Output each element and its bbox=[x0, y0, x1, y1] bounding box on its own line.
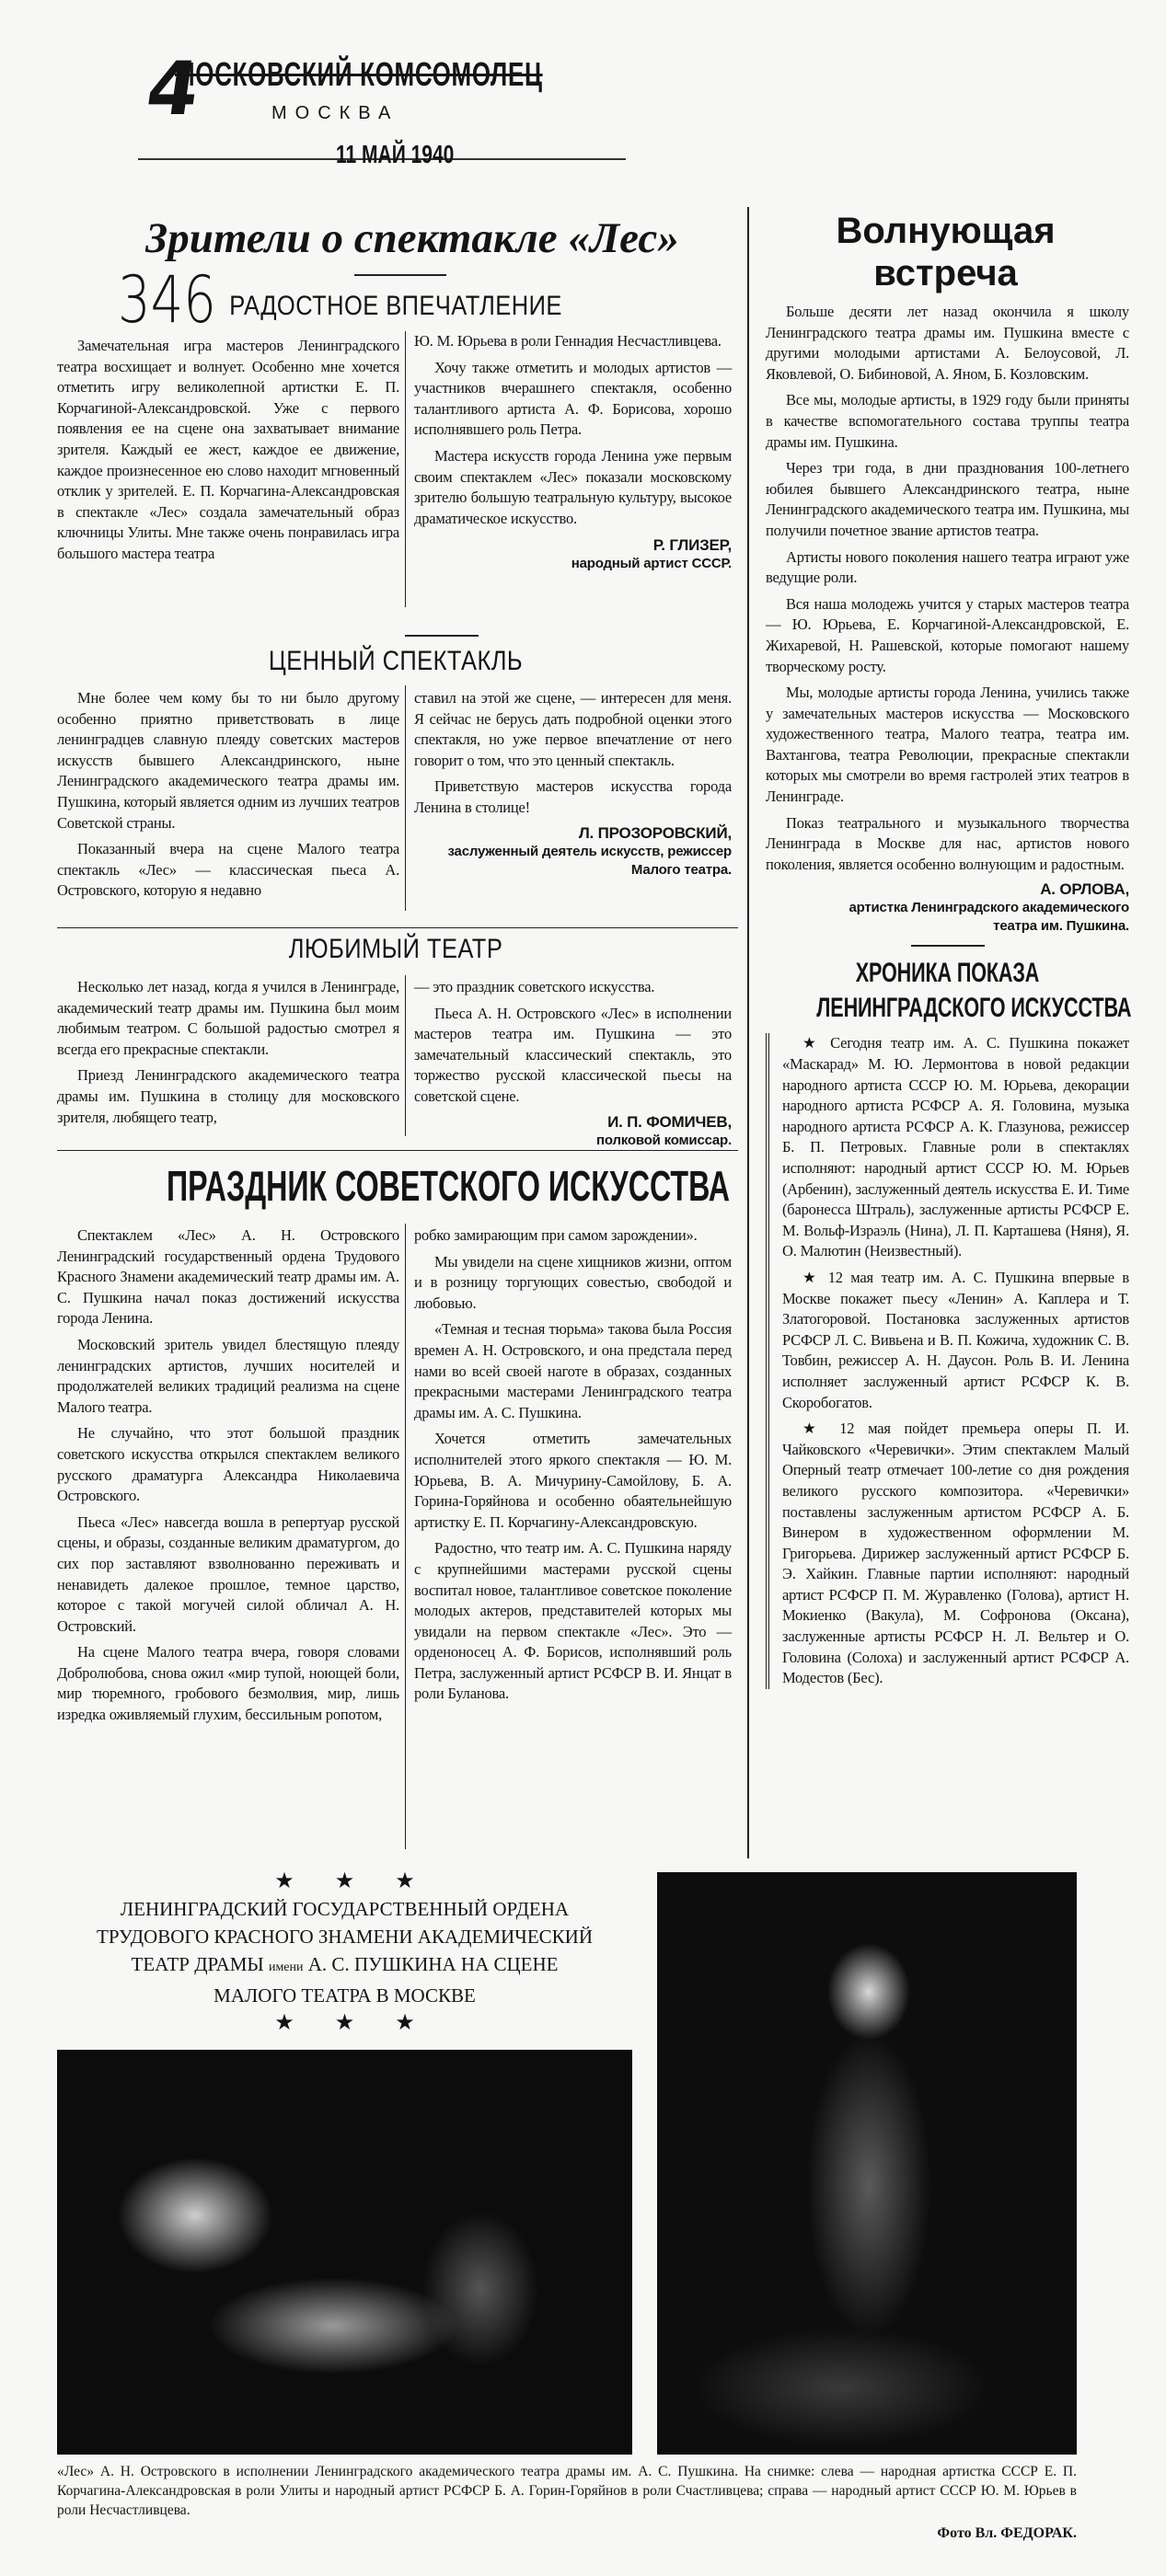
star-icon: ★ bbox=[274, 2011, 294, 2035]
lubimy-col1 bbox=[57, 977, 399, 1133]
author-name: Р. ГЛИЗЕР, bbox=[652, 536, 732, 555]
khronika-heading bbox=[816, 956, 1132, 1026]
prazdnik-paragraph: Не случайно, что этот большой праздник советского искусства открылся спектаклем великого русского драматурга Александра Николаевича Островского. bbox=[57, 1424, 399, 1505]
cenny-signature bbox=[414, 824, 732, 880]
photo-credit: Фото Вл. ФЕДОРАК. bbox=[937, 2525, 1077, 2541]
section-rule bbox=[57, 927, 738, 928]
column-divider bbox=[405, 1224, 406, 1849]
page-title: Зрители о спектакле «Лес» bbox=[145, 214, 679, 262]
heading-line: встреча bbox=[873, 253, 1018, 293]
right-column-divider bbox=[747, 207, 749, 1858]
author-name: И. П. ФОМИЧЕВ, bbox=[607, 1112, 732, 1131]
star-icon: ★ bbox=[395, 2011, 415, 2035]
prazdnik-paragraph: Пьеса «Лес» навсегда вошла в репертуар русской сцены, и образы, созданные великим драматургом, до сих пор заставляют взволнованно переживать и ненавидеть далекое прошлое, темное царство, которое с такой могучей силой обличал А. Н. Островский. bbox=[57, 1512, 399, 1635]
radostnoe-paragraph: Хочу также отметить и молодых артистов — участников вчерашнего спектакля, особенно талантливого артиста А. Ф. Борисова, хорошо исполнявшего роль Петра. bbox=[414, 358, 732, 439]
khronika-item-text: Сегодня театр им. А. С. Пушкина покажет «Маскарад» М. Ю. Лермонтова в новой редакции народного артиста СССР Ю. М. Юрьева, декорации народного артиста РСФСР А. Я. Головина, музыка народного артиста РСФСР А. К. Глазунова, режиссер Б. П. Петровых. Главные роли в спектаклях исполняют: народный артист СССР Ю. М. Юрьев (Арбенин), заслуженный деятель искусства Е. И. Тиме (баронесса Штраль), заслуженные артисты РСФСР Е. М. Вольф-Израэль (Нина), Л. П. Карташева (Няня), Я. О. Малютин (Неизвестный). bbox=[782, 1034, 1130, 1260]
star-icon: ★ bbox=[334, 2011, 355, 2035]
volnuyushchaya-paragraph: Через три года, в дни празднования 100-летнего юбилея бывшего Александринского театра, ныне Ленинградского академического театра им. Пушкина, мы получили почетное звание артистов театра. bbox=[766, 459, 1129, 539]
cenny-col2 bbox=[414, 688, 732, 880]
star-icon: ★ bbox=[802, 1034, 822, 1052]
prazdnik-paragraph: Радостно, что театр им. А. С. Пушкина наряду с крупнейшими мастерами русской сцены воспитал новое, талантливое советское поколение молодых актеров, представителей которых мы увидали на первом спектакле «Лес». Это — орденоносец А. Ф. Борисов, исполнявший роль Петра, заслуженный артист РСФСР В. И. Янцат в роли Буланова. bbox=[414, 1539, 732, 1703]
volnuyushchaya-paragraph: Мы, молодые артисты города Ленина, учились также у замечательных мастеров искусства — Московского художественного театра, Малого театра, театра им. Вахтангова, театра Революции, прекрасные спектакли которых мы смотрели во время гастролей этих театров в Ленинграде. bbox=[766, 684, 1129, 806]
prazdnik-paragraph: Московский зритель увидел блестящую плеяду ленинградских артистов, лучших носителей и продолжателей великих традиций реализма на сцене Малого театра. bbox=[57, 1335, 399, 1416]
author-title: полковой комиссар. bbox=[596, 1132, 732, 1148]
cenny-paragraph: ставил на этой же сцене, — интересен для меня. Я сейчас не берусь дать подробной оценки этого спектакля, но уже первое впечатление от него говорит о том, что это ценный спектакль. bbox=[414, 689, 732, 769]
banner-line: ТРУДОВОГО КРАСНОГО ЗНАМЕНИ АКАДЕМИЧЕСКИЙ bbox=[97, 1926, 593, 1948]
section-rule bbox=[405, 635, 479, 637]
cenny-paragraph: Мне более чем кому бы то ни было другому особенно приятно приветствовать в лице ленинградцев славную плеяду советских мастеров искусств бывшего Александринского, ныне Ленинградского академического театра драмы им. Пушкина, который является одним из лучших театров Советской страны. bbox=[57, 689, 399, 832]
prazdnik-col2 bbox=[414, 1225, 732, 1710]
volnuyushchaya-paragraph: Артисты нового поколения нашего театра играют уже ведущие роли. bbox=[766, 547, 1129, 587]
heading-line: Волнующая bbox=[836, 211, 1056, 251]
prazdnik-paragraph: «Темная и тесная тюрьма» такова была Россия времен А. Н. Островского, и она предстала перед нами во всей своей наготе в образах, созданных прекрасными мастерами Ленинградского театра драмы им. А. С. Пушкина. bbox=[414, 1320, 732, 1421]
photo-caption: «Лес» А. Н. Островского в исполнении Ленинградского академического театра драмы им. А. С. Пушкина. На снимке: слева — народная артистка СССР Е. П. Корчагина-Александровская в роли Улиты и народный артист РСФСР Б. А. Горин-Горяйнов в роли Счастливцева; справа — народный артист СССР Ю. М. Юрьев в роли Несчастливцева. bbox=[57, 2464, 1077, 2518]
prazdnik-paragraph: На сцене Малого театра вчера, говоря словами Добролюбова, снова ожил «мир тупой, ноющей боли, мир тюремного, гробового безмолвия, мир, лишь изредка оживляемый глухим, бессильным ропотом, bbox=[57, 1643, 399, 1724]
volnuyushchaya-heading bbox=[759, 210, 1132, 294]
author-name: Л. ПРОЗОРОВСКИЙ, bbox=[578, 823, 732, 842]
masthead-newspaper: МОСКОВСКИЙ КОМСОМОЛЕЦ bbox=[175, 55, 543, 93]
column-divider bbox=[405, 685, 406, 911]
banner-text: ТЕАТР ДРАМЫ bbox=[131, 1953, 264, 1975]
volnuyushchaya-paragraph: Вся наша молодежь учится у старых мастеров театра — Ю. Юрьева, Е. Корчагиной-Александровской, Е. Жихаревой, Н. Рашевской, которые помогают нашему творческому росту. bbox=[766, 594, 1129, 675]
lubimy-paragraph: Пьеса А. Н. Островского «Лес» в исполнении мастеров театра им. Пушкина — это замечательный классический спектакль, это торжество русской классической пьесы на советской сцене. bbox=[414, 1004, 732, 1105]
photo-neschastlivtsev bbox=[657, 1872, 1077, 2455]
star-icon: ★ bbox=[395, 1869, 415, 1893]
star-icon: ★ bbox=[802, 1268, 821, 1286]
banner-text: А. С. ПУШКИНА НА СЦЕНЕ bbox=[307, 1953, 559, 1975]
radostnoe-paragraph: Ю. М. Юрьева в роли Геннадия Несчастливцева. bbox=[414, 332, 722, 350]
star-icon: ★ bbox=[802, 1420, 826, 1438]
title-rule bbox=[354, 274, 446, 276]
khronika-item-text: 12 мая театр им. А. С. Пушкина впервые в Москве покажет пьесу «Ленин» А. Каплера и Т. Златогоровой. Постановка заслуженных артистов РСФСР Л. С. Вивьена и В. П. Кожича, художник С. В. Товбин, режиссер А. Н. Даусон. Роль В. И. Ленина исполняет заслуженный артист РСФСР К. В. Скоробогатов. bbox=[782, 1268, 1129, 1411]
section-rule bbox=[57, 1150, 738, 1151]
volnuyushchaya-signature bbox=[766, 880, 1129, 936]
lubimy-paragraph: Приезд Ленинградского академического театра драмы им. Пушкина в столицу для московского зрителя, любящего театр, bbox=[57, 1066, 399, 1126]
author-title: артистка Ленинградского академического театра им. Пушкина. bbox=[849, 900, 1129, 935]
handwritten-page-mark: 4 bbox=[141, 46, 205, 132]
cenny-paragraph: Приветствую мастеров искусства города Ленина в столице! bbox=[414, 777, 732, 816]
khronika-item-text: 12 мая пойдет премьера оперы П. И. Чайковского «Черевички». Этим спектаклем Малый Оперный театр отмечает 100-летие со дня рождения великого русского композитора. «Черевички» поставлены заслуженным артистом РСФСР А. Б. Винером в художественном оформлении М. Григорьева. Дирижер заслуженный артист РСФСР Б. Э. Хайкин. Главные партии исполняют: народный артист РСФСР П. М. Журавленко (Голова), артист Н. Мокиенко (Вакула), М. Софронова (Оксана), заслуженные артисты РСФСР Н. Л. Вельтер и О. Головина (Солоха) и заслуженный артист РСФСР А. Модестов (Бес). bbox=[782, 1420, 1129, 1687]
cenny-col1 bbox=[57, 688, 399, 907]
stars-top bbox=[57, 1868, 632, 1895]
volnuyushchaya-body bbox=[766, 302, 1132, 1695]
volnuyushchaya-paragraph: Показ театрального и музыкального творчества Ленинграда в Москве для нас, артистов нового поколения, является особенно волнующим и радостным. bbox=[766, 813, 1129, 873]
theatre-banner bbox=[57, 1868, 632, 2037]
banner-line: МАЛОГО ТЕАТРА В МОСКВЕ bbox=[214, 1984, 476, 2007]
masthead-city: МОСКВА bbox=[271, 103, 399, 123]
prazdnik-paragraph: Мы увидели на сцене хищников жизни, оптом и в розницу торгующих совестью, свободой и любовью. bbox=[414, 1252, 732, 1312]
khronika-item bbox=[782, 1268, 1129, 1413]
column-divider bbox=[405, 975, 406, 1136]
banner-line bbox=[57, 1950, 632, 1982]
author-title: народный артист СССР. bbox=[571, 556, 732, 572]
lubimy-paragraph: — это праздник советского искусства. bbox=[414, 978, 655, 995]
lubimy-heading: ЛЮБИМЫЙ ТЕАТР bbox=[288, 934, 503, 964]
photo-ulita-schastlivtsev bbox=[57, 2050, 632, 2455]
prazdnik-col1 bbox=[57, 1225, 399, 1731]
lubimy-signature bbox=[414, 1113, 732, 1150]
khronika-item bbox=[782, 1033, 1129, 1262]
masthead-date-stamp: 11 МАЙ 1940 bbox=[336, 140, 455, 168]
radostnoe-paragraph: Мастера искусств города Ленина уже первым своим спектаклем «Лес» показали московскому зрителю большую театральную культуру, высокое драматическое искусство. bbox=[414, 446, 732, 527]
prazdnik-heading: ПРАЗДНИК СОВЕТСКОГО ИСКУССТВА bbox=[167, 1162, 730, 1210]
star-icon: ★ bbox=[334, 1869, 355, 1893]
radostnoe-heading: РАДОСТНОЕ ВПЕЧАТЛЕНИЕ bbox=[229, 291, 562, 321]
banner-line: ЛЕНИНГРАДСКИЙ ГОСУДАРСТВЕННЫЙ ОРДЕНА bbox=[120, 1898, 570, 1920]
author-name: А. ОРЛОВА, bbox=[1040, 880, 1129, 899]
volnuyushchaya-paragraph: Все мы, молодые артисты, в 1929 году были приняты в качестве вспомогательного состава труппы театра драмы им. Пушкина. bbox=[766, 391, 1129, 451]
lubimy-col2 bbox=[414, 977, 732, 1150]
volnuyushchaya-paragraph: Больше десяти лет назад окончила я школу Ленинградского театра драмы им. Пушкина вместе с другими молодыми артистами А. Белоусовой, Л. Яковлевой, О. Бибиновой, А. Яном, Б. Козловским. bbox=[766, 303, 1129, 383]
author-title: заслуженный деятель искусств, режиссер Малого театра. bbox=[447, 843, 732, 878]
heading-line: ХРОНИКА ПОКАЗА bbox=[855, 958, 1040, 989]
cenny-paragraph: Показанный вчера на сцене Малого театра спектакль «Лес» — классическая пьеса А. Островского, которую я недавно bbox=[57, 840, 399, 900]
khronika-item bbox=[782, 1419, 1129, 1689]
column-divider bbox=[405, 331, 406, 607]
prazdnik-paragraph: Хочется отметить замечательных исполнителей этого яркого спектакля — Ю. М. Юрьева, В. А. Мичурину-Самойлову, Б. А. Горина-Горяйнова и особенно обаятельнейшую артистку Е. П. Корчагину-Александровскую. bbox=[414, 1430, 732, 1531]
stars-bottom bbox=[57, 2009, 632, 2037]
section-rule bbox=[911, 945, 985, 947]
star-icon: ★ bbox=[274, 1869, 294, 1893]
lubimy-paragraph: Несколько лет назад, когда я учился в Ленинграде, академический театр драмы им. Пушкина был моим любимым театром. С большой радостью смотрел я всегда его прекрасные спектакли. bbox=[57, 978, 399, 1058]
prazdnik-paragraph: Спектаклем «Лес» А. Н. Островского Ленинградский государственный ордена Трудового Красного Знамени академический театр драмы им. А. С. Пушкина начал показ достижений искусства города Ленина. bbox=[57, 1226, 399, 1328]
heading-line: ЛЕНИНГРАДСКОГО ИСКУССТВА bbox=[816, 993, 1132, 1024]
radostnoe-col2 bbox=[414, 331, 732, 573]
radostnoe-col1 bbox=[57, 336, 399, 570]
cenny-heading: ЦЕННЫЙ СПЕКТАКЛЬ bbox=[268, 646, 524, 676]
masthead-stamp bbox=[138, 11, 626, 168]
banner-text: имени bbox=[268, 1961, 304, 1974]
handwritten-archive-number: 346 bbox=[118, 262, 216, 338]
khronika-body bbox=[766, 1033, 1129, 1688]
radostnoe-paragraph: Замечательная игра мастеров Ленинградского театра восхищает и волнует. Особенно мне хочется отметить игру великолепной артистки Е. П. Корчагиной-Александровской. Уже с первого появления ее на сцене она захватывает внимание зрителя. Каждый ее жест, каждое ее движение, каждое произнесенное ею слово находит мгновенный отклик у зрителей. Е. П. Корчагина-Александровская в спектакле «Лес» создала замечательный образ ключницы Улиты. Мне также очень понравилась игра большого мастера театра bbox=[57, 337, 399, 562]
prazdnik-paragraph: робко замирающим при самом зарождении». bbox=[414, 1226, 698, 1244]
radostnoe-signature bbox=[414, 536, 732, 573]
